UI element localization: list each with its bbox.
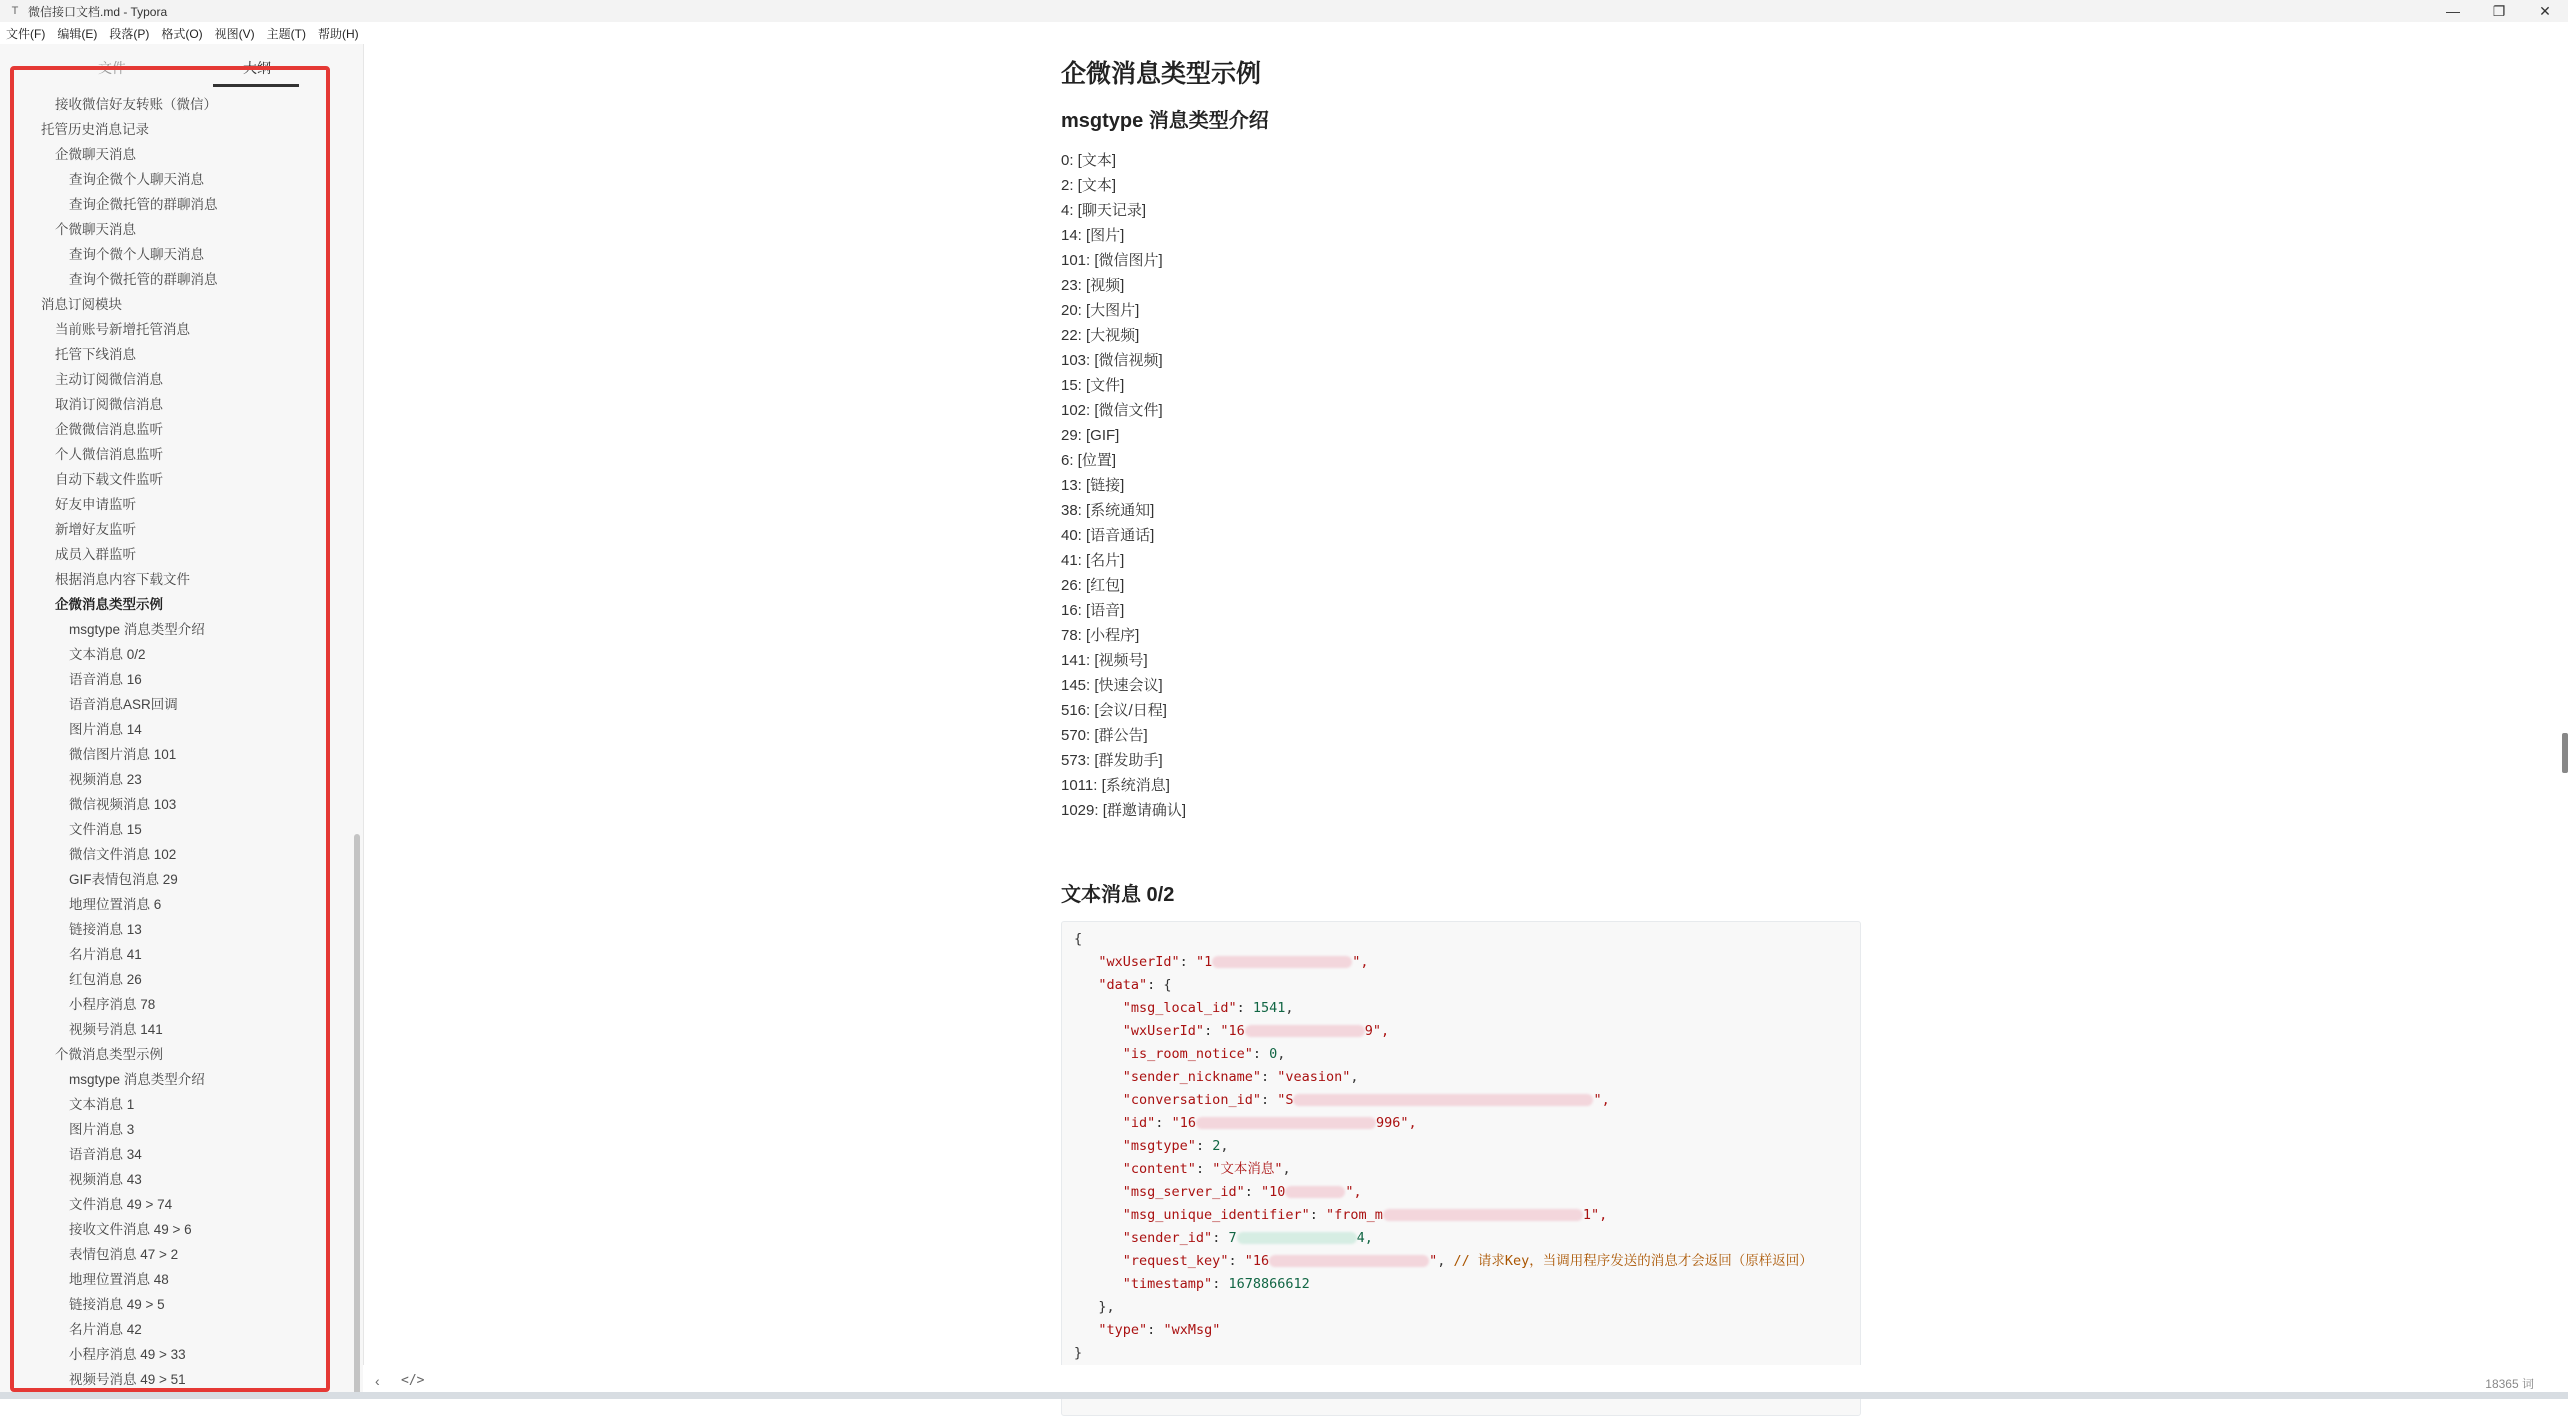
outline-item[interactable]: 名片消息 42 bbox=[69, 1322, 142, 1337]
msgtype-item: 22: [大视频] bbox=[1061, 327, 1140, 344]
outline-item[interactable]: 名片消息 41 bbox=[69, 947, 142, 962]
msgtype-item: 38: [系统通知] bbox=[1061, 502, 1155, 519]
msgtype-item: 145: [快速会议] bbox=[1061, 677, 1163, 694]
json-code-block[interactable] bbox=[1061, 921, 1861, 1416]
code-line: "sender_nickname": "veasion", bbox=[1122, 1069, 1359, 1085]
msgtype-item: 15: [文件] bbox=[1061, 377, 1125, 394]
toggle-sidebar-icon[interactable]: ‹ bbox=[375, 1373, 380, 1389]
outline-item[interactable]: 视频号消息 49 > 51 bbox=[69, 1372, 186, 1387]
tab-files[interactable]: 文件 bbox=[98, 60, 126, 76]
outline-item[interactable]: 文本消息 0/2 bbox=[69, 647, 146, 662]
minimize-button[interactable]: — bbox=[2446, 3, 2460, 19]
code-line: "timestamp": 1678866612 bbox=[1122, 1276, 1310, 1292]
msgtype-item: 573: [群发助手] bbox=[1061, 752, 1163, 769]
outline-item[interactable]: 查询个微个人聊天消息 bbox=[69, 247, 204, 262]
outline-item[interactable]: 小程序消息 49 > 33 bbox=[69, 1347, 186, 1362]
outline-item[interactable]: GIF表情包消息 29 bbox=[69, 872, 178, 887]
redacted-value bbox=[1269, 1255, 1429, 1267]
code-line: "wxUserId": "1 ", bbox=[1098, 954, 1369, 970]
redacted-value bbox=[1285, 1186, 1345, 1198]
outline-item[interactable]: 语音消息 16 bbox=[69, 672, 142, 687]
window-title: 微信接口文档.md - Typora bbox=[28, 4, 168, 19]
msgtype-item: 2: [文本] bbox=[1061, 177, 1117, 194]
outline-item[interactable]: 地理位置消息 48 bbox=[69, 1272, 169, 1287]
code-line: "data": { bbox=[1098, 977, 1172, 993]
msgtype-item: 78: [小程序] bbox=[1061, 627, 1140, 644]
code-line: "type": "wxMsg" bbox=[1098, 1322, 1221, 1338]
msgtype-item: 16: [语音] bbox=[1061, 602, 1125, 619]
code-line: } bbox=[1074, 1345, 1083, 1361]
code-line: }, bbox=[1098, 1299, 1115, 1315]
redacted-value bbox=[1196, 1117, 1376, 1129]
outline-item[interactable]: 微信文件消息 102 bbox=[69, 847, 177, 862]
msgtype-item: 29: [GIF] bbox=[1061, 427, 1120, 444]
msgtype-item: 102: [微信文件] bbox=[1061, 402, 1163, 419]
outline-list bbox=[0, 92, 350, 1392]
outline-item[interactable]: 文本消息 1 bbox=[69, 1097, 135, 1112]
heading-msgtype-intro: msgtype 消息类型介绍 bbox=[1061, 110, 1269, 132]
source-mode-icon[interactable]: </> bbox=[401, 1373, 425, 1388]
msgtype-list bbox=[1061, 148, 1186, 823]
msgtype-item: 103: [微信视频] bbox=[1061, 352, 1163, 369]
msgtype-item: 41: [名片] bbox=[1061, 552, 1125, 569]
msgtype-item: 4: [聊天记录] bbox=[1061, 202, 1147, 219]
outline-item[interactable]: 图片消息 14 bbox=[69, 722, 142, 737]
close-button[interactable]: ✕ bbox=[2539, 3, 2551, 19]
code-line: "content": "文本消息", bbox=[1122, 1161, 1291, 1177]
redacted-value bbox=[1293, 1094, 1593, 1106]
msgtype-item: 0: [文本] bbox=[1061, 152, 1117, 169]
outline-item[interactable]: 微信视频消息 103 bbox=[69, 797, 177, 812]
redacted-value bbox=[1383, 1209, 1583, 1221]
redacted-value bbox=[1245, 1025, 1365, 1037]
outline-item[interactable]: 根据消息内容下载文件 bbox=[55, 572, 190, 587]
outline-item[interactable]: 主动订阅微信消息 bbox=[55, 372, 163, 387]
document-scroll-marker[interactable] bbox=[2562, 733, 2568, 773]
outline-sidebar bbox=[0, 44, 364, 1399]
outline-item[interactable]: msgtype 消息类型介绍 bbox=[69, 1072, 205, 1087]
outline-item[interactable]: 企微微信消息监听 bbox=[55, 422, 163, 437]
active-tab-indicator bbox=[213, 84, 299, 87]
menu-format[interactable]: 格式(O) bbox=[161, 26, 203, 41]
outline-item[interactable]: 接收微信好友转账（微信） bbox=[55, 97, 217, 112]
code-line: "msgtype": 2, bbox=[1122, 1138, 1229, 1154]
outline-item[interactable]: 文件消息 49 > 74 bbox=[69, 1197, 173, 1212]
msgtype-item: 6: [位置] bbox=[1061, 452, 1117, 469]
outline-item[interactable]: 当前账号新增托管消息 bbox=[55, 322, 190, 337]
redacted-value bbox=[1212, 956, 1352, 968]
outline-item[interactable]: 视频消息 23 bbox=[69, 772, 142, 787]
outline-item[interactable]: 查询企微托管的群聊消息 bbox=[69, 197, 218, 212]
outline-item[interactable]: 企微聊天消息 bbox=[55, 147, 136, 162]
word-count[interactable]: 18365 词 bbox=[2485, 1377, 2534, 1391]
outline-item[interactable]: msgtype 消息类型介绍 bbox=[69, 622, 205, 637]
outline-item[interactable]: 红包消息 26 bbox=[69, 972, 142, 987]
outline-item[interactable]: 表情包消息 47 > 2 bbox=[69, 1247, 179, 1262]
menu-view[interactable]: 视图(V) bbox=[214, 26, 255, 41]
restore-button[interactable]: ❐ bbox=[2492, 3, 2506, 19]
outline-item[interactable]: 托管下线消息 bbox=[55, 347, 136, 362]
outline-item[interactable]: 成员入群监听 bbox=[55, 547, 136, 562]
msgtype-item: 23: [视频] bbox=[1061, 277, 1125, 294]
msgtype-item: 40: [语音通话] bbox=[1061, 527, 1155, 544]
typora-app-icon: T bbox=[11, 5, 19, 17]
heading-wecom-msg-types: 企微消息类型示例 bbox=[1061, 60, 1262, 88]
tab-outline[interactable]: 大纲 bbox=[243, 60, 271, 76]
menu-paragraph[interactable]: 段落(P) bbox=[109, 26, 150, 41]
outline-item[interactable]: 接收文件消息 49 > 6 bbox=[69, 1222, 192, 1237]
outline-item[interactable]: 查询企微个人聊天消息 bbox=[69, 172, 204, 187]
outline-item[interactable]: 语音消息 34 bbox=[69, 1147, 142, 1162]
outline-item[interactable]: 视频消息 43 bbox=[69, 1172, 142, 1187]
outline-item[interactable]: 视频号消息 141 bbox=[69, 1022, 163, 1037]
outline-item[interactable]: 语音消息ASR回调 bbox=[69, 697, 178, 712]
sidebar-tabs bbox=[0, 44, 363, 86]
title-bar bbox=[0, 0, 2568, 22]
msgtype-item: 101: [微信图片] bbox=[1061, 252, 1163, 269]
outline-item[interactable]: 个人微信消息监听 bbox=[55, 447, 163, 462]
menu-theme[interactable]: 主题(T) bbox=[266, 26, 306, 41]
outline-item[interactable]: 好友申请监听 bbox=[55, 497, 136, 512]
code-line: "id": "16 996", bbox=[1122, 1115, 1417, 1131]
code-line: "sender_id": 7 4, bbox=[1122, 1230, 1373, 1246]
bottom-edge bbox=[0, 1392, 2568, 1399]
outline-item[interactable]: 托管历史消息记录 bbox=[41, 122, 149, 137]
msgtype-item: 20: [大图片] bbox=[1061, 302, 1140, 319]
outline-item[interactable]: 链接消息 13 bbox=[69, 922, 142, 937]
code-line: "wxUserId": "16 9", bbox=[1122, 1023, 1390, 1039]
code-line: "is_room_notice": 0, bbox=[1122, 1046, 1286, 1062]
redacted-value bbox=[1237, 1232, 1357, 1244]
outline-item[interactable]: 地理位置消息 6 bbox=[69, 897, 162, 912]
code-line: "conversation_id": "S ", bbox=[1122, 1092, 1610, 1108]
code-line: "msg_server_id": "10 ", bbox=[1122, 1184, 1362, 1200]
outline-item[interactable]: 查询个微托管的群聊消息 bbox=[69, 272, 218, 287]
menu-bar bbox=[0, 22, 2568, 44]
code-line: { bbox=[1074, 931, 1083, 947]
msgtype-item: 1011: [系统消息] bbox=[1061, 777, 1170, 794]
outline-item[interactable]: 消息订阅模块 bbox=[41, 297, 122, 312]
menu-edit[interactable]: 编辑(E) bbox=[57, 26, 98, 41]
code-line: "request_key": "16 ", // 请求Key，当调用程序发送的消息才会返回（原样返回） bbox=[1122, 1253, 1813, 1269]
heading-text-message: 文本消息 0/2 bbox=[1061, 884, 1175, 906]
msgtype-item: 26: [红包] bbox=[1061, 577, 1125, 594]
outline-item[interactable]: 文件消息 15 bbox=[69, 822, 142, 837]
msgtype-item: 516: [会议/日程] bbox=[1061, 702, 1167, 719]
outline-item[interactable]: 企微消息类型示例 bbox=[55, 597, 163, 612]
msgtype-item: 14: [图片] bbox=[1061, 227, 1125, 244]
code-line: "msg_local_id": 1541, bbox=[1122, 1000, 1294, 1016]
outline-item[interactable]: 取消订阅微信消息 bbox=[55, 397, 163, 412]
msgtype-item: 13: [链接] bbox=[1061, 477, 1125, 494]
menu-file[interactable]: 文件(F) bbox=[6, 26, 46, 41]
code-line: "msg_unique_identifier": "from_m 1", bbox=[1122, 1207, 1608, 1223]
outline-item[interactable]: 微信图片消息 101 bbox=[69, 747, 177, 762]
outline-item[interactable]: 链接消息 49 > 5 bbox=[69, 1297, 165, 1312]
outline-item[interactable]: 个微聊天消息 bbox=[55, 222, 136, 237]
msgtype-item: 141: [视频号] bbox=[1061, 652, 1148, 669]
outline-item[interactable]: 图片消息 3 bbox=[69, 1122, 135, 1137]
window-controls bbox=[2430, 0, 2568, 22]
outline-item[interactable]: 小程序消息 78 bbox=[69, 997, 156, 1012]
outline-item[interactable]: 新增好友监听 bbox=[55, 522, 136, 537]
outline-item[interactable]: 个微消息类型示例 bbox=[55, 1047, 163, 1062]
msgtype-item: 1029: [群邀请确认] bbox=[1061, 802, 1187, 819]
sidebar-scrollbar[interactable] bbox=[354, 834, 360, 1399]
menu-help[interactable]: 帮助(H) bbox=[317, 26, 359, 41]
outline-item[interactable]: 自动下载文件监听 bbox=[55, 472, 163, 487]
msgtype-item: 570: [群公告] bbox=[1061, 727, 1148, 744]
